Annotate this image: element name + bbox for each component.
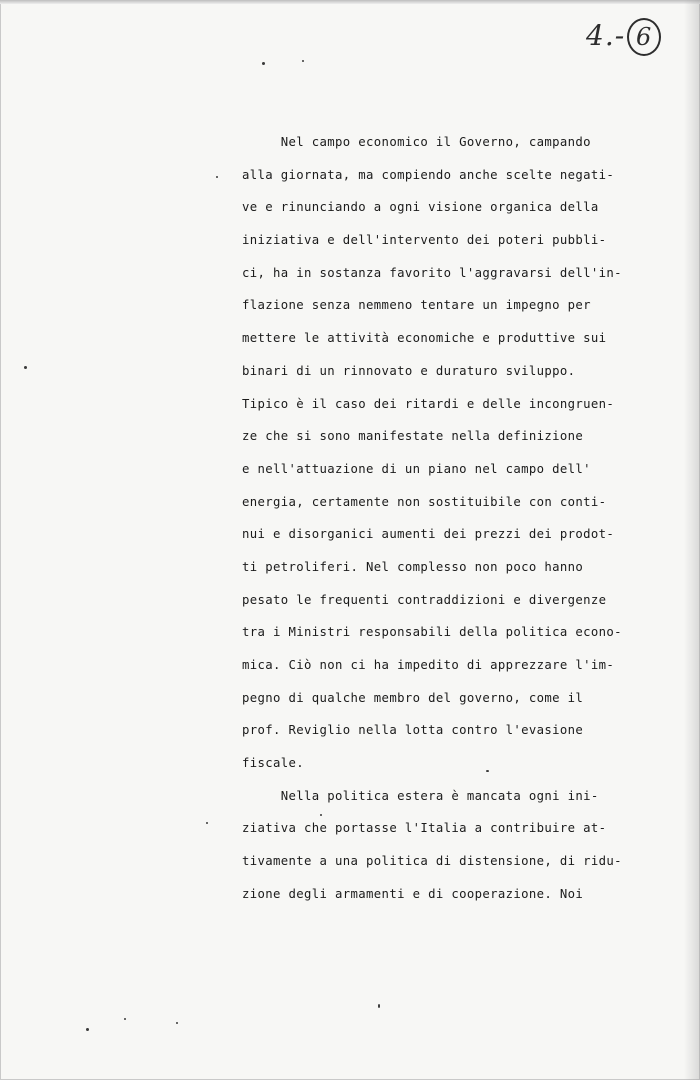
text-line: mica. Ciò non ci ha impedito di apprezzare l'im- [242,658,615,672]
text-line: binari di un rinnovato e duraturo sviluppo. [242,363,576,378]
page-number-prefix: 4.- [586,19,626,52]
text-line: Nel campo economico il Governo, campando [242,135,591,149]
paragraph-economy [242,126,662,780]
text-line: pegno di qualche membro del governo, come il [242,690,584,705]
text-line: tivamente a una politica di distensione, di ridu- [242,854,622,869]
text-line: flazione senza nemmeno tentare un impegno per [242,298,591,313]
text-line: Tipico è il caso dei ritardi e delle incongruen- [242,396,615,411]
text-line: zione degli armamenti e di cooperazione. Noi [242,886,584,901]
text-line: ti petroliferi. Nel complesso non poco hanno [242,559,584,574]
scan-speck [302,60,304,62]
scan-speck [86,1028,89,1031]
text-line: ze che si sono manifestate nella definizione [242,429,584,444]
text-line: energia, certamente non sostituibile con conti- [242,494,607,509]
typed-text-body [242,126,662,911]
text-line: e nell'attuazione di un piano nel campo dell' [242,461,591,476]
page-top-edge [0,0,700,4]
scan-speck [486,770,489,772]
scan-speck [24,366,27,369]
text-line: fiscale. [242,756,305,771]
page-right-edge-shadow [684,0,700,1080]
scan-speck [378,1004,380,1008]
text-line: pesato le frequenti contraddizioni e divergenze [242,592,607,607]
text-line: mettere le attività economiche e produttive sui [242,331,607,346]
text-line: iniziativa e dell'intervento dei poteri pubbli- [242,233,607,248]
scan-speck [320,814,322,816]
scan-speck [176,1022,178,1024]
text-line: ve e rinunciando a ogni visione organica della [242,200,599,215]
paragraph-foreign-policy [242,780,662,911]
text-line: prof. Reviglio nella lotta contro l'evasione [242,723,584,738]
scan-speck [124,1018,126,1020]
scan-speck [206,822,208,824]
text-line: nui e disorganici aumenti dei prezzi dei prodot- [242,527,615,542]
scan-speck [262,62,265,65]
text-line: ziativa che portasse l'Italia a contribuire at- [242,821,607,836]
scan-speck [216,176,218,178]
circled-page-number: 6 [627,18,661,56]
text-line: Nella politica estera è mancata ogni ini- [242,788,599,803]
text-line: ci, ha in sostanza favorito l'aggravarsi dell'in- [242,265,622,280]
text-line: alla giornata, ma compiendo anche scelte negati- [242,167,615,182]
handwritten-page-number [586,18,661,56]
text-line: tra i Ministri responsabili della politica econo- [242,625,622,640]
